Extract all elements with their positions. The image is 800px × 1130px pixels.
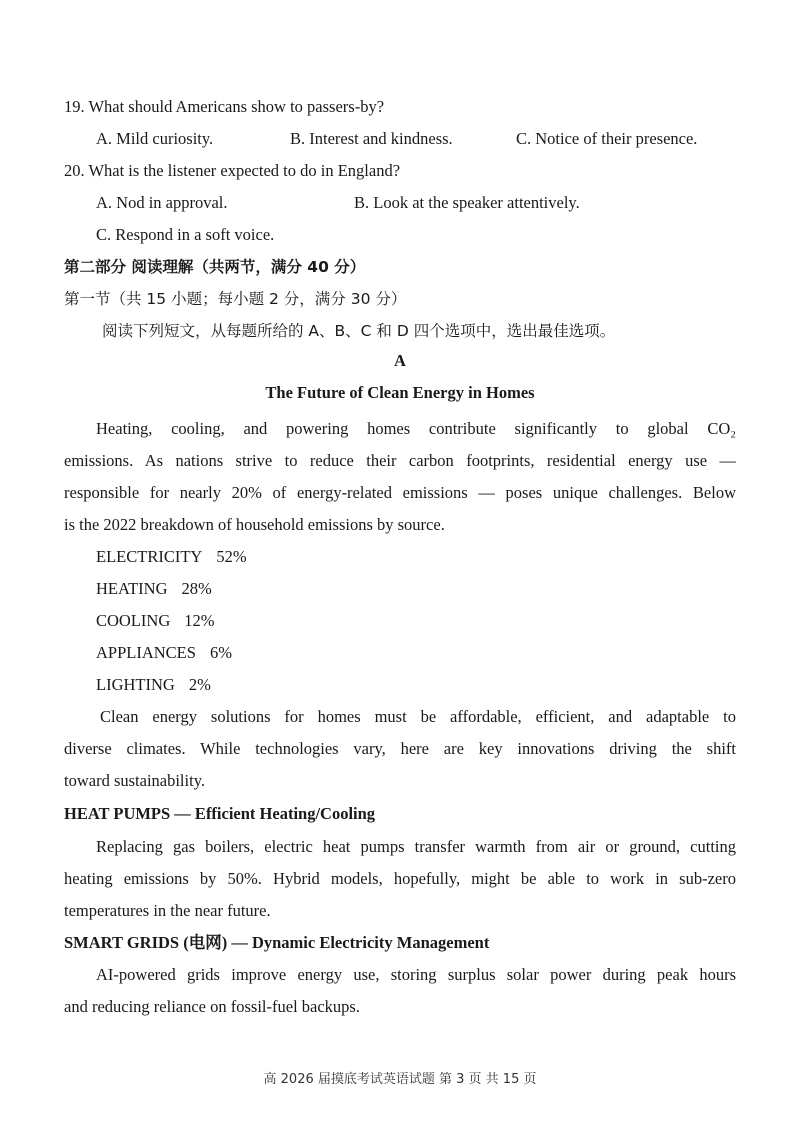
q19-option-b: B. Interest and kindness. [290,129,453,148]
breakdown-source: ELECTRICITY [96,547,203,566]
passage-letter: A [394,351,406,370]
q19-option-c: C. Notice of their presence. [516,129,698,148]
intro-line-3: responsible for nearly 20% of energy-related emissions — poses unique challenges. Below [64,483,736,502]
breakdown-item [96,642,232,664]
breakdown-source: LIGHTING [96,675,175,694]
heat-pumps-line-2: heating emissions by 50%. Hybrid models, hopefully, might be able to work in sub-zero [64,869,736,888]
intro-line-4: is the 2022 breakdown of household emissions by source. [64,515,445,534]
breakdown-percent: 28% [181,579,212,598]
question-19: 19. What should Americans show to passers-by? [64,97,385,116]
solutions-line-1: Clean energy solutions for homes must be affordable, efficient, and adaptable to [100,707,736,726]
q20-option-c: C. Respond in a soft voice. [96,225,275,244]
q19-option-a: A. Mild curiosity. [96,129,214,148]
breakdown-item [96,578,212,600]
breakdown-percent: 2% [188,675,211,694]
breakdown-item [96,674,211,696]
section-subheading: 第一节（共 15 小题；每小题 2 分，满分 30 分） [64,290,407,308]
solutions-line-3: toward sustainability. [64,771,205,790]
breakdown-percent: 12% [184,611,215,630]
breakdown-source: HEATING [96,579,168,598]
intro-line-2: emissions. As nations strive to reduce their carbon footprints, residential energy use — [64,451,736,470]
question-20: 20. What is the listener expected to do in England? [64,161,401,180]
intro-line-1: Heating, cooling, and powering homes contribute significantly to global CO₂ [96,419,736,438]
heat-pumps-heading: HEAT PUMPS — Efficient Heating/Cooling [64,804,376,823]
solutions-line-2: diverse climates. While technologies vary, here are key innovations driving the shift [64,739,736,758]
passage-title: The Future of Clean Energy in Homes [265,383,535,402]
breakdown-percent: 52% [216,547,247,566]
q20-option-a: A. Nod in approval. [96,193,228,212]
q20-option-b: B. Look at the speaker attentively. [354,193,580,212]
breakdown-percent: 6% [209,643,232,662]
section-instruction: 阅读下列短文，从每题所给的 A、B、C 和 D 四个选项中，选出最佳选项。 [102,322,616,340]
breakdown-source: COOLING [96,611,171,630]
smart-grids-heading: SMART GRIDS (电网) — Dynamic Electricity Management [64,933,490,952]
breakdown-source: APPLIANCES [96,643,196,662]
section-heading: 第二部分 阅读理解（共两节，满分 40 分） [64,258,366,276]
smart-grids-line-2: and reducing reliance on fossil-fuel backups. [64,997,360,1016]
smart-grids-line-1: AI-powered grids improve energy use, storing surplus solar power during peak hours [96,965,736,984]
breakdown-item [96,610,215,632]
heat-pumps-line-3: temperatures in the near future. [64,901,271,920]
heat-pumps-line-1: Replacing gas boilers, electric heat pumps transfer warmth from air or ground, cutting [96,837,736,856]
breakdown-item [96,546,247,568]
page-footer: 高 2026 届摸底考试英语试题 第 3 页 共 15 页 [263,1072,537,1087]
